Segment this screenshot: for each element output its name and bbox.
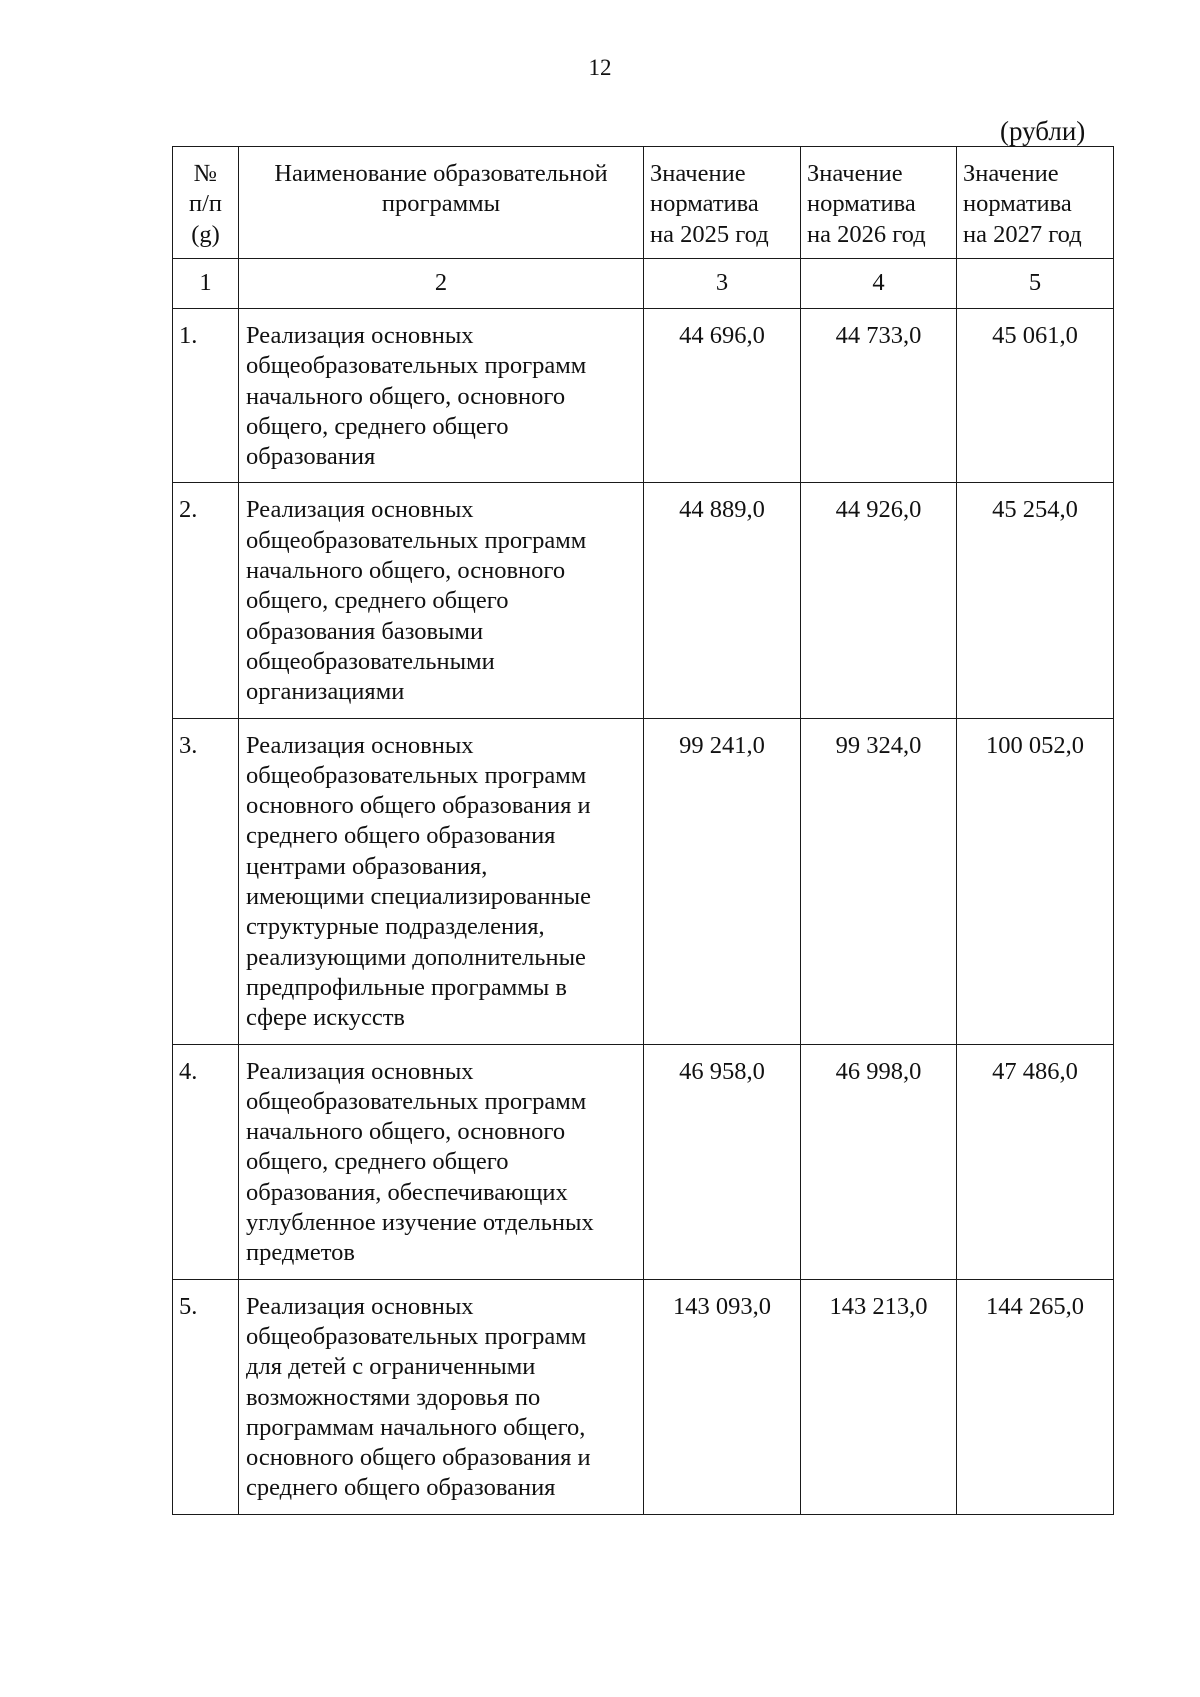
table-row [173,718,1114,1044]
table-row [173,1044,1114,1279]
header-program-name-text: Наименование образовательной программы [274,160,608,218]
value-2026: 44 926,0 [801,483,957,718]
column-index-row [173,259,1114,309]
header-num [173,147,239,259]
value-2025: 44 889,0 [644,483,801,718]
units-label: (рубли) [1000,116,1086,146]
value-2027: 47 486,0 [957,1044,1114,1279]
program-name [239,718,644,1044]
table-row [173,309,1114,483]
program-name [239,1044,644,1279]
value-2025: 44 696,0 [644,309,801,483]
header-value-2027 [957,147,1114,259]
column-index-4: 4 [801,259,957,309]
value-2025: 143 093,0 [644,1279,801,1514]
header-value-2025 [644,147,801,259]
program-name-text: Реализация основных общеобразовательных программ начального общего, основного общего, среднего общего образования [246,322,587,471]
program-name [239,1279,644,1514]
header-value-2025-text: Значение норматива на 2025 год [650,160,769,248]
program-name-text: Реализация основных общеобразовательных программ начального общего, основного общего, среднего общего образования, обеспечивающих углубленное изучение отдельных предметов [246,1057,594,1267]
program-name [239,309,644,483]
program-name-text: Реализация основных общеобразовательных программ основного общего образования и среднего общего образования центрами образования, имеющими специализированные структурные подразделения, реализующими дополнительные предпрофильные программы в сфере искусств [246,731,591,1032]
standards-table [172,146,1114,1515]
value-2027: 144 265,0 [957,1279,1114,1514]
header-program-name [239,147,644,259]
value-2027: 100 052,0 [957,718,1114,1044]
header-value-2027-text: Значение норматива на 2027 год [963,160,1082,248]
value-2027: 45 061,0 [957,309,1114,483]
row-number: 4. [173,1044,239,1279]
value-2026: 99 324,0 [801,718,957,1044]
row-number: 5. [173,1279,239,1514]
row-number: 1. [173,309,239,483]
row-number: 3. [173,718,239,1044]
program-name [239,483,644,718]
column-index-1: 1 [173,259,239,309]
column-index-2: 2 [239,259,644,309]
value-2025: 46 958,0 [644,1044,801,1279]
value-2026: 143 213,0 [801,1279,957,1514]
value-2026: 44 733,0 [801,309,957,483]
value-2025: 99 241,0 [644,718,801,1044]
column-index-3: 3 [644,259,801,309]
table-header-row [173,147,1114,259]
table-row [173,483,1114,718]
header-value-2026 [801,147,957,259]
program-name-text: Реализация основных общеобразовательных программ для детей с ограниченными возможностями здоровья по программам начального общего, основного общего образования и среднего общего образования [246,1292,591,1502]
header-value-2026-text: Значение норматива на 2026 год [807,160,926,248]
header-num-text: № п/п (g) [188,160,223,248]
program-name-text: Реализация основных общеобразовательных программ начального общего, основного общего, среднего общего образования базовыми общеобразовательными организациями [246,496,587,706]
table-row [173,1279,1114,1514]
value-2026: 46 998,0 [801,1044,957,1279]
column-index-5: 5 [957,259,1114,309]
value-2027: 45 254,0 [957,483,1114,718]
row-number: 2. [173,483,239,718]
page-number: 12 [588,55,612,80]
